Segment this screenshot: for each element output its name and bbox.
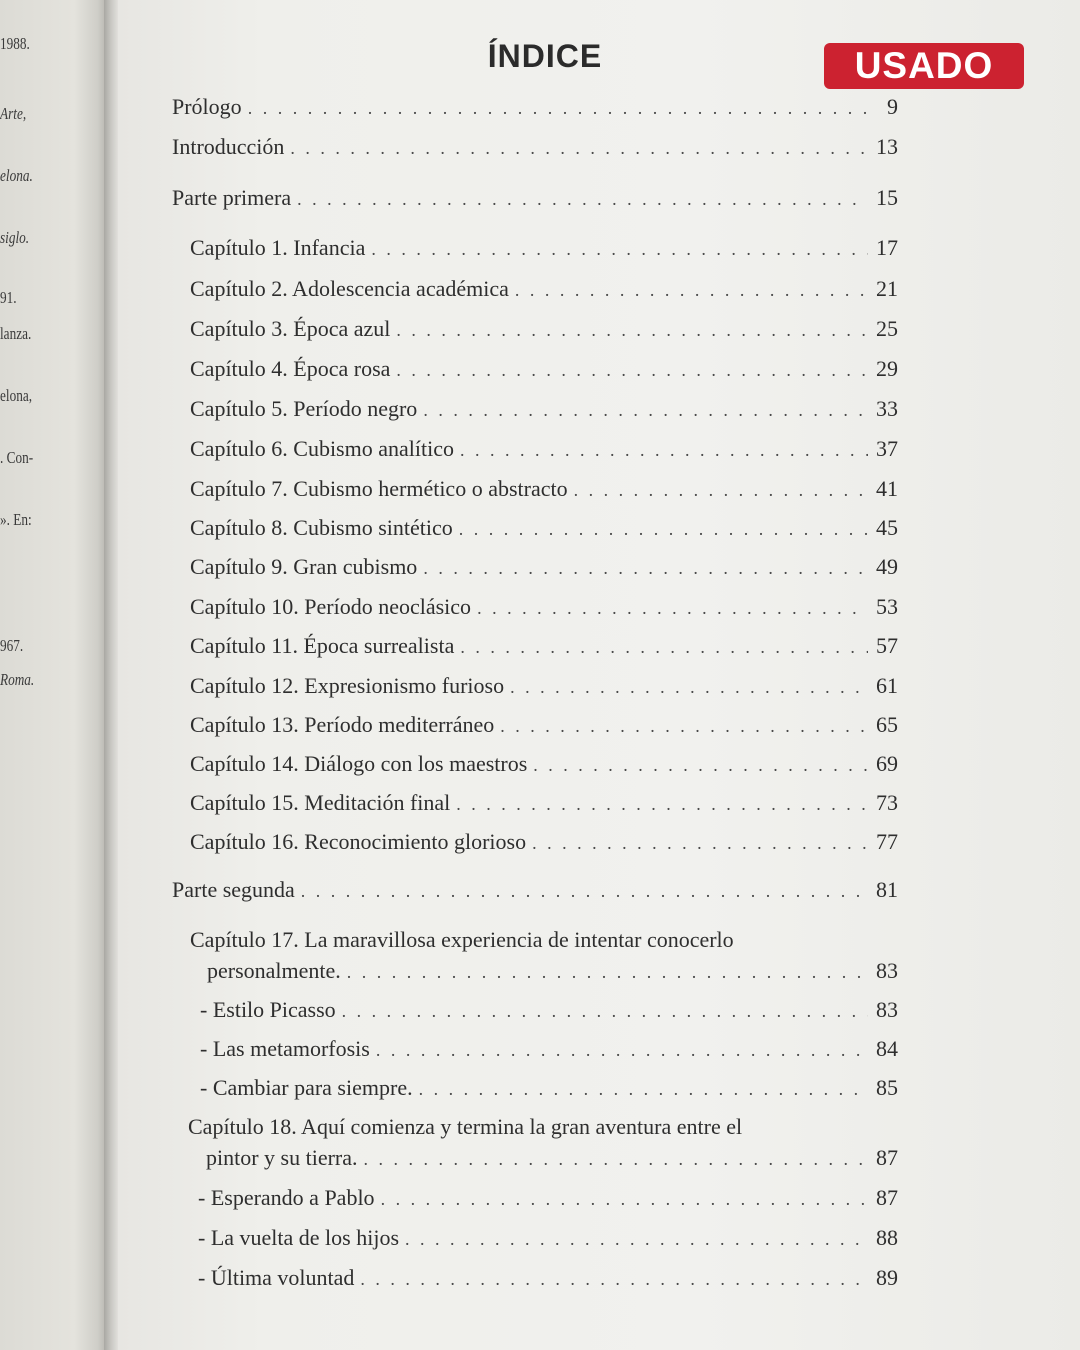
- toc-page: 41: [876, 476, 898, 501]
- left-page-fragment: 91.: [0, 288, 17, 307]
- leader-dots: [456, 794, 868, 815]
- toc-page: 84: [876, 1036, 898, 1061]
- toc-subentry: [198, 1225, 898, 1251]
- toc-page: 29: [876, 356, 898, 381]
- leader-dots: [248, 98, 868, 119]
- leader-dots: [371, 239, 868, 260]
- left-page-fragment: ». En:: [0, 510, 32, 529]
- page-title: ÍNDICE: [487, 38, 603, 74]
- leader-dots: [532, 833, 868, 854]
- toc-page: 88: [876, 1225, 898, 1250]
- toc-label: Capítulo 9. Gran cubismo: [190, 554, 418, 579]
- toc-entry: [190, 436, 898, 462]
- toc-label-line1: Capítulo 17. La maravillosa experiencia de intentar conocerlo: [190, 927, 734, 952]
- leader-dots: [396, 360, 868, 381]
- toc-entry: [190, 356, 898, 382]
- toc-label: Capítulo 13. Período mediterráneo: [190, 712, 495, 737]
- toc-label: Capítulo 11. Época surrealista: [190, 633, 455, 658]
- toc-label-cont: personalmente.: [207, 958, 341, 983]
- toc-page: 15: [876, 185, 898, 210]
- leader-dots: [459, 519, 868, 540]
- toc-label: Capítulo 3. Época azul: [190, 316, 391, 341]
- toc-page: 21: [876, 276, 898, 301]
- toc-label: Capítulo 4. Época rosa: [190, 356, 391, 381]
- toc-entry: [190, 829, 898, 855]
- toc-entry: [190, 790, 898, 816]
- toc-label: Capítulo 15. Meditación final: [190, 790, 451, 815]
- toc-page: 57: [876, 633, 898, 658]
- leader-dots: [460, 440, 868, 461]
- toc-label: Capítulo 5. Período negro: [190, 396, 418, 421]
- left-page-fragment: Arte,: [0, 104, 27, 123]
- toc-part-heading: [172, 185, 898, 211]
- toc-page: 87: [876, 1185, 898, 1210]
- leader-dots: [500, 716, 868, 737]
- toc-page: 17: [876, 235, 898, 260]
- left-page-fragment: 967.: [0, 636, 24, 655]
- toc-entry: [172, 94, 898, 120]
- leader-dots: [342, 1001, 868, 1022]
- toc-label: Capítulo 16. Reconocimiento glorioso: [190, 829, 527, 854]
- toc-label: - Cambiar para siempre.: [200, 1075, 413, 1100]
- leader-dots: [347, 962, 868, 983]
- toc-label: Capítulo 8. Cubismo sintético: [190, 515, 453, 540]
- toc-page: 83: [876, 958, 898, 983]
- leader-dots: [364, 1149, 868, 1170]
- toc-subentry: [200, 1036, 898, 1062]
- toc-page: 83: [876, 997, 898, 1022]
- toc-label: Capítulo 2. Adolescencia académica: [190, 276, 509, 301]
- toc-label: - Estilo Picasso: [200, 997, 336, 1022]
- toc-label-cont: pintor y su tierra.: [206, 1145, 358, 1170]
- toc-page: 85: [876, 1075, 898, 1100]
- toc-page: 53: [876, 594, 898, 619]
- toc-label: Parte segunda: [172, 877, 295, 902]
- toc-entry: [190, 235, 898, 261]
- left-page-fragment: siglo.: [0, 228, 30, 247]
- toc-label: Capítulo 10. Período neoclásico: [190, 594, 472, 619]
- toc-page: 77: [876, 829, 898, 854]
- toc-label: Capítulo 12. Expresionismo furioso: [190, 673, 505, 698]
- leader-dots: [574, 480, 868, 501]
- left-page-fragment: . Con-: [0, 448, 34, 467]
- toc-page: 87: [876, 1145, 898, 1170]
- toc-subentry: [198, 1185, 898, 1211]
- toc-entry: [190, 633, 898, 659]
- toc-label: - Esperando a Pablo: [198, 1185, 375, 1210]
- toc-label: Capítulo 7. Cubismo hermético o abstracto: [190, 476, 568, 501]
- leader-dots: [376, 1040, 868, 1061]
- toc-subentry: [198, 1265, 898, 1291]
- toc-label: Introducción: [172, 134, 285, 159]
- toc-entry: [206, 1145, 898, 1171]
- toc-entry: [190, 554, 898, 580]
- toc-page: 81: [876, 877, 898, 902]
- leader-dots: [396, 320, 868, 341]
- left-page-fragment: 1988.: [0, 34, 30, 53]
- leader-dots: [405, 1229, 868, 1250]
- leader-dots: [301, 881, 868, 902]
- toc-label: - Las metamorfosis: [200, 1036, 370, 1061]
- left-page-fragment: elona,: [0, 386, 33, 405]
- toc-entry: [190, 712, 898, 738]
- toc-page: 65: [876, 712, 898, 737]
- toc-page: 89: [876, 1265, 898, 1290]
- toc-entry: [190, 316, 898, 342]
- leader-dots: [460, 637, 868, 658]
- toc-label: - Última voluntad: [198, 1265, 355, 1290]
- leader-dots: [510, 677, 868, 698]
- used-badge: USADO: [824, 43, 1024, 89]
- toc-page: 61: [876, 673, 898, 698]
- toc-page: 33: [876, 396, 898, 421]
- toc-label: Prólogo: [172, 94, 242, 119]
- toc-entry: [190, 594, 898, 620]
- leader-dots: [297, 189, 868, 210]
- toc-page: 25: [876, 316, 898, 341]
- toc-label-line1: Capítulo 18. Aquí comienza y termina la gran aventura entre el: [188, 1114, 743, 1139]
- toc-label: Capítulo 6. Cubismo analítico: [190, 436, 454, 461]
- leader-dots: [423, 400, 868, 421]
- toc-entry: [190, 476, 898, 502]
- leader-dots: [477, 598, 868, 619]
- toc-subentry: [200, 1075, 898, 1101]
- toc-entry: [190, 673, 898, 699]
- leader-dots: [423, 558, 868, 579]
- toc-page: 49: [876, 554, 898, 579]
- leader-dots: [515, 280, 868, 301]
- leader-dots: [360, 1269, 868, 1290]
- leader-dots: [381, 1189, 868, 1210]
- toc-entry: [190, 396, 898, 422]
- toc-entry: [190, 515, 898, 541]
- left-page: [0, 0, 106, 1350]
- toc-page: 73: [876, 790, 898, 815]
- toc-page: 69: [876, 751, 898, 776]
- toc-part-heading: [172, 877, 898, 903]
- toc-label: Parte primera: [172, 185, 292, 210]
- left-page-fragment: Roma.: [0, 670, 35, 689]
- leader-dots: [419, 1079, 868, 1100]
- toc-entry: [172, 134, 898, 160]
- leader-dots: [290, 138, 868, 159]
- toc-page: 37: [876, 436, 898, 461]
- toc-label: - La vuelta de los hijos: [198, 1225, 400, 1250]
- toc-label: Capítulo 14. Diálogo con los maestros: [190, 751, 528, 776]
- toc-label: Capítulo 1. Infancia: [190, 235, 366, 260]
- leader-dots: [533, 755, 868, 776]
- left-page-fragment: elona.: [0, 166, 33, 185]
- toc-subentry: [200, 997, 898, 1023]
- toc-page: 9: [887, 94, 898, 119]
- left-page-fragment: lanza.: [0, 324, 32, 343]
- toc-entry: [190, 276, 898, 302]
- toc-page: 45: [876, 515, 898, 540]
- toc-page: 13: [876, 134, 898, 159]
- toc-entry: [190, 751, 898, 777]
- toc-entry: [207, 958, 898, 984]
